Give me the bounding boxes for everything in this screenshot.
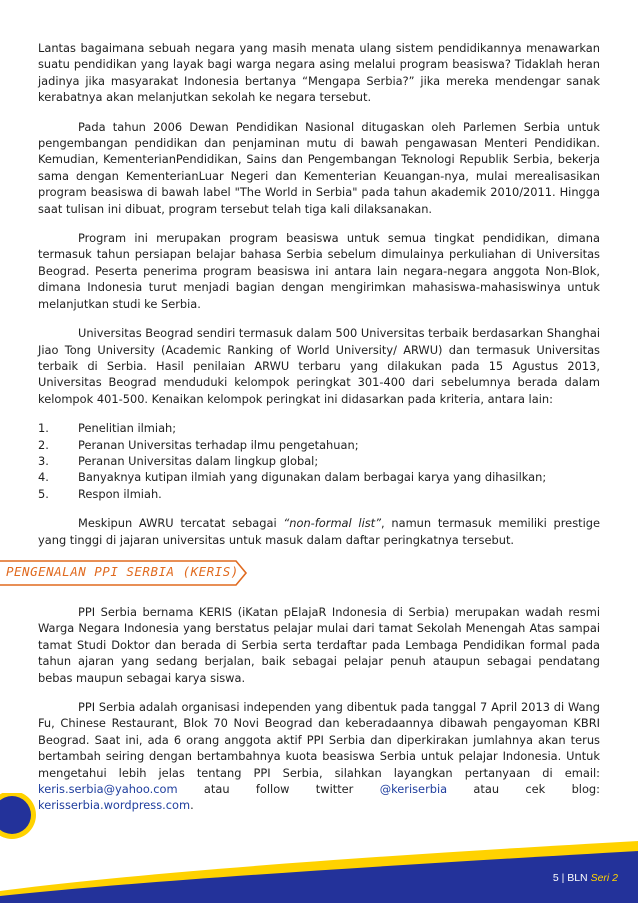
list-item: 3. Peranan Universitas dalam lingkup global; xyxy=(38,453,319,468)
blog-link[interactable]: kerisserbia.wordpress.com xyxy=(38,798,191,813)
footer-blue-wave xyxy=(0,851,638,903)
paragraph-intro: Lantas bagaimana sebuah negara yang masih menata ulang sistem pendidikannya menawarkan suatu pendidikan yang layak bagi warga negara asing melalui program beasiswa? Tidaklah heran jadinya jika masyarakat Indonesia bertanya “Mengapa Serbia?” jika mereka mendengar sanak kerabatnya akan melanjutkan sekolah ke negara tersebut. xyxy=(38,41,600,105)
paragraph-organisation: PPI Serbia adalah organisasi independen yang dibentuk pada tanggal 7 April 2013 di Wang Fu, Chinese Restaurant, Blok 70 Novi Beograd dan keberadaannya dibawah pengayoman KBRI Beograd. Saat ini, ada 6 orang anggota aktif PPI Serbia dan diperkirakan jumlahnya akan terus bertambah seiring dengan bertambahnya kuota beasiswa Serbia untuk pelajar Indonesia. Untuk mengetahui lebih jelas tentang PPI Serbia, silahkan layangkan pertanyaan di email: keris.serbia@yahoo.com atau follow twitter @keriserbia atau cek blog: kerisserbia.wordpress.com. xyxy=(38,700,601,813)
paragraph-prestige: Meskipun AWRU tercatat sebagai “non-formal list”, namun termasuk memiliki prestige yang tinggi di jajaran universitas untuk masuk dalam daftar peringkatnya tersebut. xyxy=(38,516,600,547)
criteria-list xyxy=(38,420,600,502)
list-item: 5. Respon ilmiah. xyxy=(38,486,162,501)
paragraph-history: Pada tahun 2006 Dewan Pendidikan Nasional ditugaskan oleh Parlemen Serbia untuk pengembangan pendidikan dan penjaminan mutu di bawah pengawasan Menteri Pendidikan. Kemudian, KementerianPendidikan, Sains dan Pengembangan Teknologi Republik Serbia, bekerja sama dengan KementerianLuar Negeri dan Kementerian Keuangan-nya, mulai merealisasikan program beasiswa di bawah label "The World in Serbia" pada tahun akademik 2010/2011. Hingga saat tulisan ini dibuat, program tersebut telah tiga kali dilaksanakan. xyxy=(38,119,600,216)
page-number: 5 | BLN Seri 2 xyxy=(552,872,618,884)
email-link[interactable]: keris.serbia@yahoo.com xyxy=(38,782,178,797)
paragraph-ranking: Universitas Beograd sendiri termasuk dalam 500 Universitas terbaik berdasarkan Shanghai Jiao Tong University (Academic Ranking of World University/ ARWU) dan termasuk Universitas terbaik di Serbia. Hasil penilaian ARWU terbaru yang dilakukan pada 15 Agustus 2013, Universitas Beograd menduduki kelompok peringkat 301-400 dari sebelumnya berada dalam kelompok 401-500. Kenaikan kelompok peringkat ini didasarkan pada kriteria, antara lain: xyxy=(38,326,600,406)
twitter-link[interactable]: @keriserbia xyxy=(379,782,448,797)
list-item: 1. Penelitian ilmiah; xyxy=(38,421,177,436)
list-item: 2. Peranan Universitas terhadap ilmu pengetahuan; xyxy=(38,437,359,452)
footer-decoration xyxy=(0,793,638,903)
section-heading: PENGENALAN PPI SERBIA (KERIS) xyxy=(0,560,250,586)
article-body xyxy=(38,40,600,814)
paragraph-keris: PPI Serbia bernama KERIS (iKatan pElajaR Indonesia di Serbia) merupakan wadah resmi Warga Negara Indonesia yang berstatus pelajar mulai dari tamat Sekolah Menengah Atas sampai tamat Studi Doktor dan berada di Serbia serta terdaftar pada Lembaga Pendidikan formal pada tahun ajaran yang sedang berjalan, baik sebagai pelajar penuh ataupun sebagai pendatang bebas maupun sebagai karya siswa. xyxy=(38,604,600,685)
paragraph-program: Program ini merupakan program beasiswa untuk semua tingkat pendidikan, dimana termasuk tahun persiapan belajar bahasa Serbia sebelum dimulainya perkuliahan di Universitas Beograd. Peserta penerima program beasiswa ini antara lain negara-negara anggota Non-Blok, dimana Indonesia turut menjadi bagian dengan mengirimkan mahasiswa-mahasiswinya untuk melanjutkan studi ke Serbia. xyxy=(38,231,600,311)
list-item: 4. Banyaknya kutipan ilmiah yang digunakan dalam berbagai karya yang dihasilkan; xyxy=(38,470,547,485)
